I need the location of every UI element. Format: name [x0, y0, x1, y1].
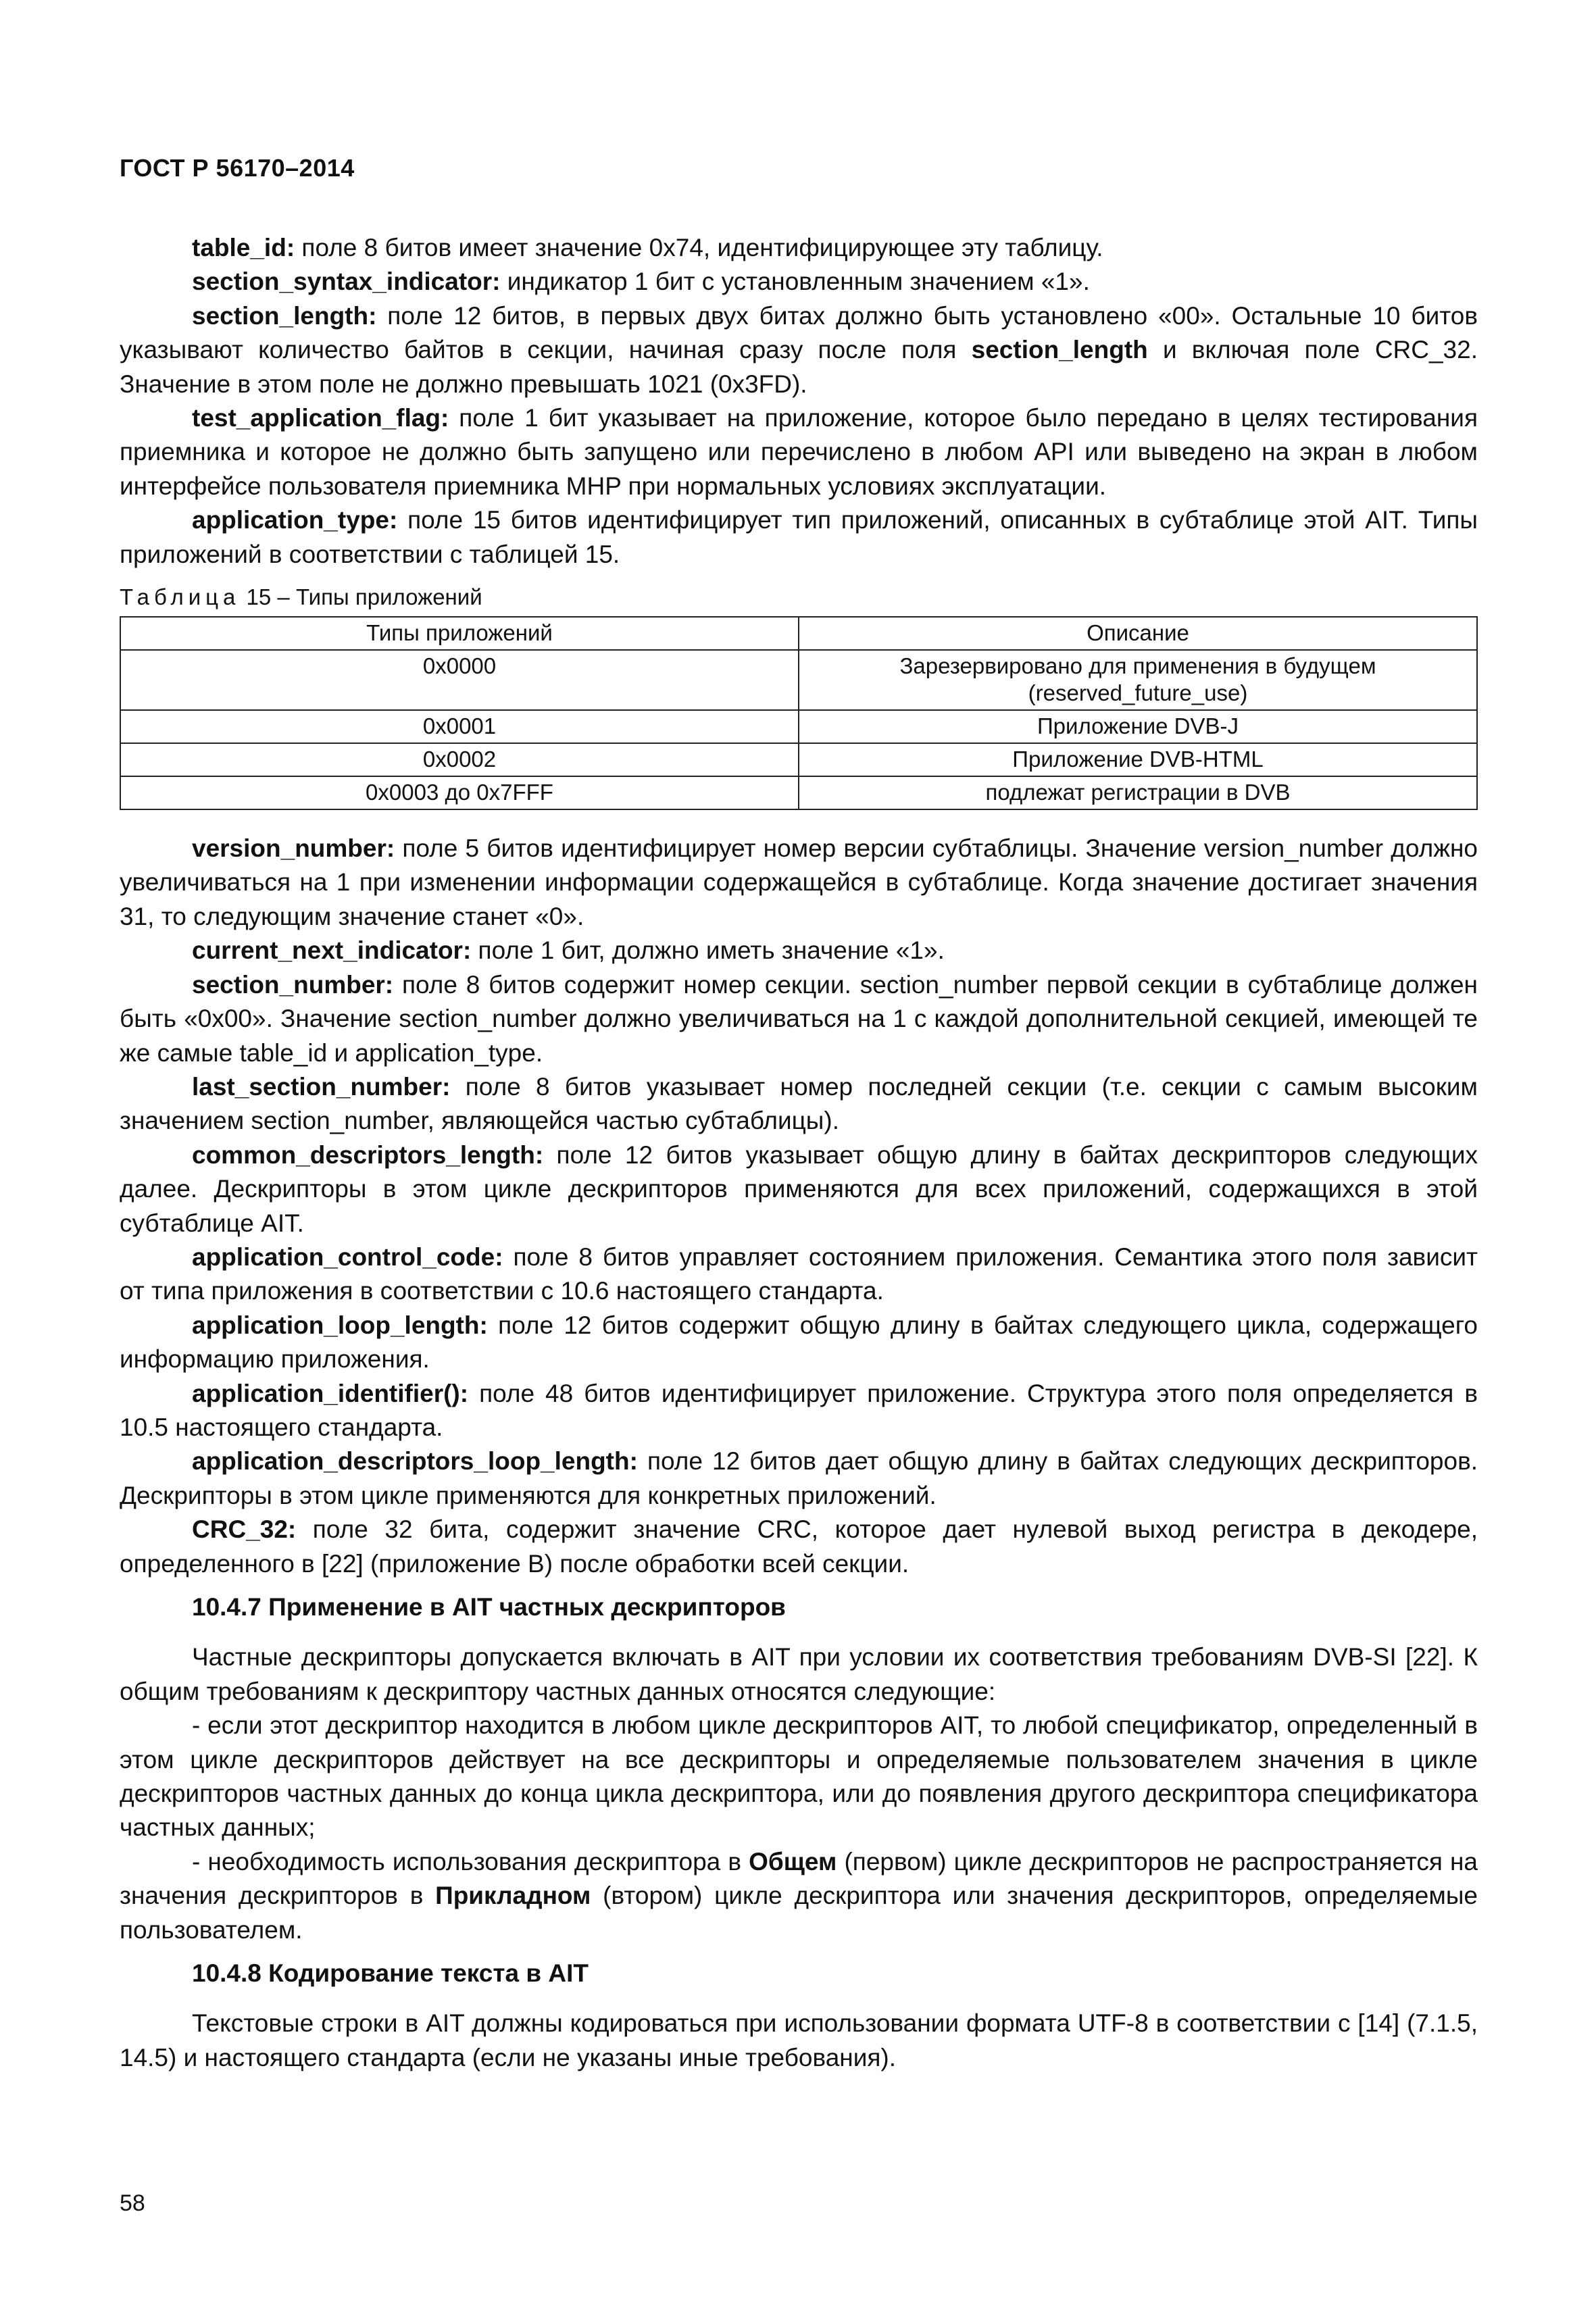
table-cell: Приложение DVB-J: [799, 710, 1477, 743]
field-definition: [120, 832, 1478, 934]
field-definition: [120, 1138, 1478, 1240]
table-cell: Приложение DVB-HTML: [799, 743, 1477, 776]
field-term: application_control_code:: [192, 1242, 503, 1271]
table-caption-prefix: Таблица: [120, 584, 241, 610]
field-description: поле 5 битов идентифицирует номер версии субтаблицы. Значение version_number должно увеличиваться на 1 при изменении информации содержащейся в субтаблице. Когда значение достигает значения 31, то следующим значение станет «0».: [120, 834, 1478, 930]
table-caption: [120, 584, 1478, 611]
application-types-table: [120, 616, 1478, 810]
field-term: common_descriptors_length:: [192, 1140, 544, 1169]
table-cell: 0x0000: [120, 650, 799, 710]
emphasis-term: Прикладном: [435, 1882, 591, 1910]
list-item-text: (первом) цикле дескрипторов не распространяется на значения дескрипторов в: [120, 1847, 1478, 1910]
field-definition: [120, 1513, 1478, 1581]
field-term: table_id:: [192, 234, 295, 261]
field-term: section_syntax_indicator:: [192, 268, 501, 296]
standard-header: ГОСТ Р 56170–2014: [120, 154, 355, 182]
document-body: [120, 231, 1478, 2075]
field-description: поле 8 битов содержит номер секции. section_number первой секции в субтаблице должен быть «0x00». Значение section_number должно увеличиваться на 1 с каждой дополнительной секцией, имеющей те же самые table_id и application_type.: [120, 970, 1478, 1067]
field-definition: [120, 1070, 1478, 1138]
field-term: section_number:: [192, 970, 394, 999]
table-row: [120, 650, 1477, 710]
field-description: поле 15 битов идентифицирует тип приложений, описанных в субтаблице этой AIT. Типы приложений в соответствии с таблицей 15.: [120, 506, 1478, 568]
field-term: application_type:: [192, 506, 398, 534]
field-term: section_length:: [192, 301, 377, 330]
field-term: test_application_flag:: [192, 404, 449, 432]
field-definition: [120, 299, 1478, 401]
field-description: поле 12 битов дает общую длину в байтах следующих дескрипторов. Дескрипторы в этом цикле применяются для конкретных приложений.: [120, 1447, 1478, 1509]
table-header-cell: Типы приложений: [120, 617, 799, 650]
field-description: поле 32 бита, содержит значение CRC, которое дает нулевой выход регистра в декодере, определенного в [22] (приложение B) после обработки всей секции.: [120, 1515, 1478, 1578]
field-description: и включая поле CRC_32. Значение в этом поле не должно превышать 1021 (0x3FD).: [120, 336, 1478, 398]
field-description: поле 48 битов идентифицирует приложение. Структура этого поля определяется в 10.5 настоящего стандарта.: [120, 1379, 1478, 1441]
field-definition: [120, 1444, 1478, 1513]
section-paragraph: Частные дескрипторы допускается включать в AIT при условии их соответствия требованиям DVB-SI [22]. К общим требованиям к дескриптору частных данных относятся следующие:: [120, 1643, 1478, 1705]
table-cell: 0x0002: [120, 743, 799, 776]
field-definition: [120, 503, 1478, 572]
field-description: поле 12 битов указывает общую длину в байтах дескрипторов следующих далее. Дескрипторы в этом цикле дескрипторов применяются для всех приложений, содержащихся в этой субтаблице AIT.: [120, 1140, 1478, 1237]
table-header-cell: Описание: [799, 617, 1477, 650]
field-definition: [120, 265, 1478, 299]
field-definition: [120, 401, 1478, 503]
field-description: поле 8 битов имеет значение 0x74, идентифицирующее эту таблицу.: [295, 234, 1103, 261]
field-description: поле 12 битов содержит общую длину в байтах следующего цикла, содержащего информацию приложения.: [120, 1311, 1478, 1374]
field-description: поле 8 битов указывает номер последней секции (т.е. секции с самым высоким значением section_number, являющейся частью субтаблицы).: [120, 1072, 1478, 1135]
table-cell: 0x0001: [120, 710, 799, 743]
field-definition: [120, 1309, 1478, 1377]
field-description: поле 12 битов, в первых двух битах должно быть установлено «00». Остальные 10 битов указывают количество байтов в секции, начиная сразу после поля: [120, 301, 1478, 364]
list-item-text: (втором) цикле дескриптора или значения дескрипторов, определяемые пользователем.: [120, 1882, 1478, 1944]
table-row: [120, 743, 1477, 776]
list-item: - если этот дескриптор находится в любом цикле дескрипторов AIT, то любой спецификатор, определенный в этом цикле дескрипторов действует на все дескрипторы и определяемые пользователем значения в цикле дескрипторов частных данных до конца цикла дескриптора, или до появления другого дескриптора спецификатора частных данных;: [120, 1711, 1478, 1842]
field-term: current_next_indicator:: [192, 936, 472, 965]
section-heading: 10.4.7 Применение в AIT частных дескрипторов: [192, 1593, 786, 1621]
field-definition: [120, 1377, 1478, 1445]
table-cell: Зарезервировано для применения в будущем (reserved_future_use): [799, 650, 1477, 710]
table-row: [120, 776, 1477, 809]
table-caption-title: 15 – Типы приложений: [240, 584, 482, 610]
list-item: [120, 1845, 1478, 1947]
field-definition: [120, 1240, 1478, 1309]
field-term: CRC_32:: [192, 1515, 297, 1544]
field-definition: [120, 934, 1478, 967]
field-definition: [120, 231, 1478, 265]
page-number: 58: [120, 2190, 145, 2216]
field-term: version_number:: [192, 834, 395, 863]
emphasis-term: Общем: [749, 1847, 837, 1876]
field-description: поле 1 бит указывает на приложение, которое было передано в целях тестирования приемника и которое не должно быть запущено или перечислено в любом API или выведено на экран в любом интерфейсе пользователя приемника MHP при нормальных условиях эксплуатации.: [120, 404, 1478, 500]
table-cell: подлежат регистрации в DVB: [799, 776, 1477, 809]
section-paragraph: Текстовые строки в AIT должны кодироваться при использовании формата UTF-8 в соответствии с [14] (7.1.5, 14.5) и настоящего стандарта (если не указаны иные требования).: [120, 2009, 1478, 2071]
field-description: поле 8 битов управляет состоянием приложения. Семантика этого поля зависит от типа приложения в соответствии с 10.6 настоящего стандарта.: [120, 1242, 1478, 1305]
field-term-inline: section_length: [971, 336, 1148, 364]
field-description: поле 1 бит, должно иметь значение «1».: [471, 936, 945, 965]
table-header-row: [120, 617, 1477, 650]
field-term: application_identifier():: [192, 1379, 469, 1407]
section-heading: 10.4.8 Кодирование текста в AIT: [192, 1959, 589, 1988]
field-term: application_descriptors_loop_length:: [192, 1447, 638, 1476]
list-item-text: - необходимость использования дескриптора в: [192, 1847, 749, 1876]
field-term: application_loop_length:: [192, 1311, 488, 1339]
field-term: last_section_number:: [192, 1072, 451, 1101]
field-definition: [120, 968, 1478, 1070]
table-cell: 0x0003 до 0x7FFF: [120, 776, 799, 809]
field-description: индикатор 1 бит с установленным значением «1».: [500, 268, 1090, 296]
table-row: [120, 710, 1477, 743]
